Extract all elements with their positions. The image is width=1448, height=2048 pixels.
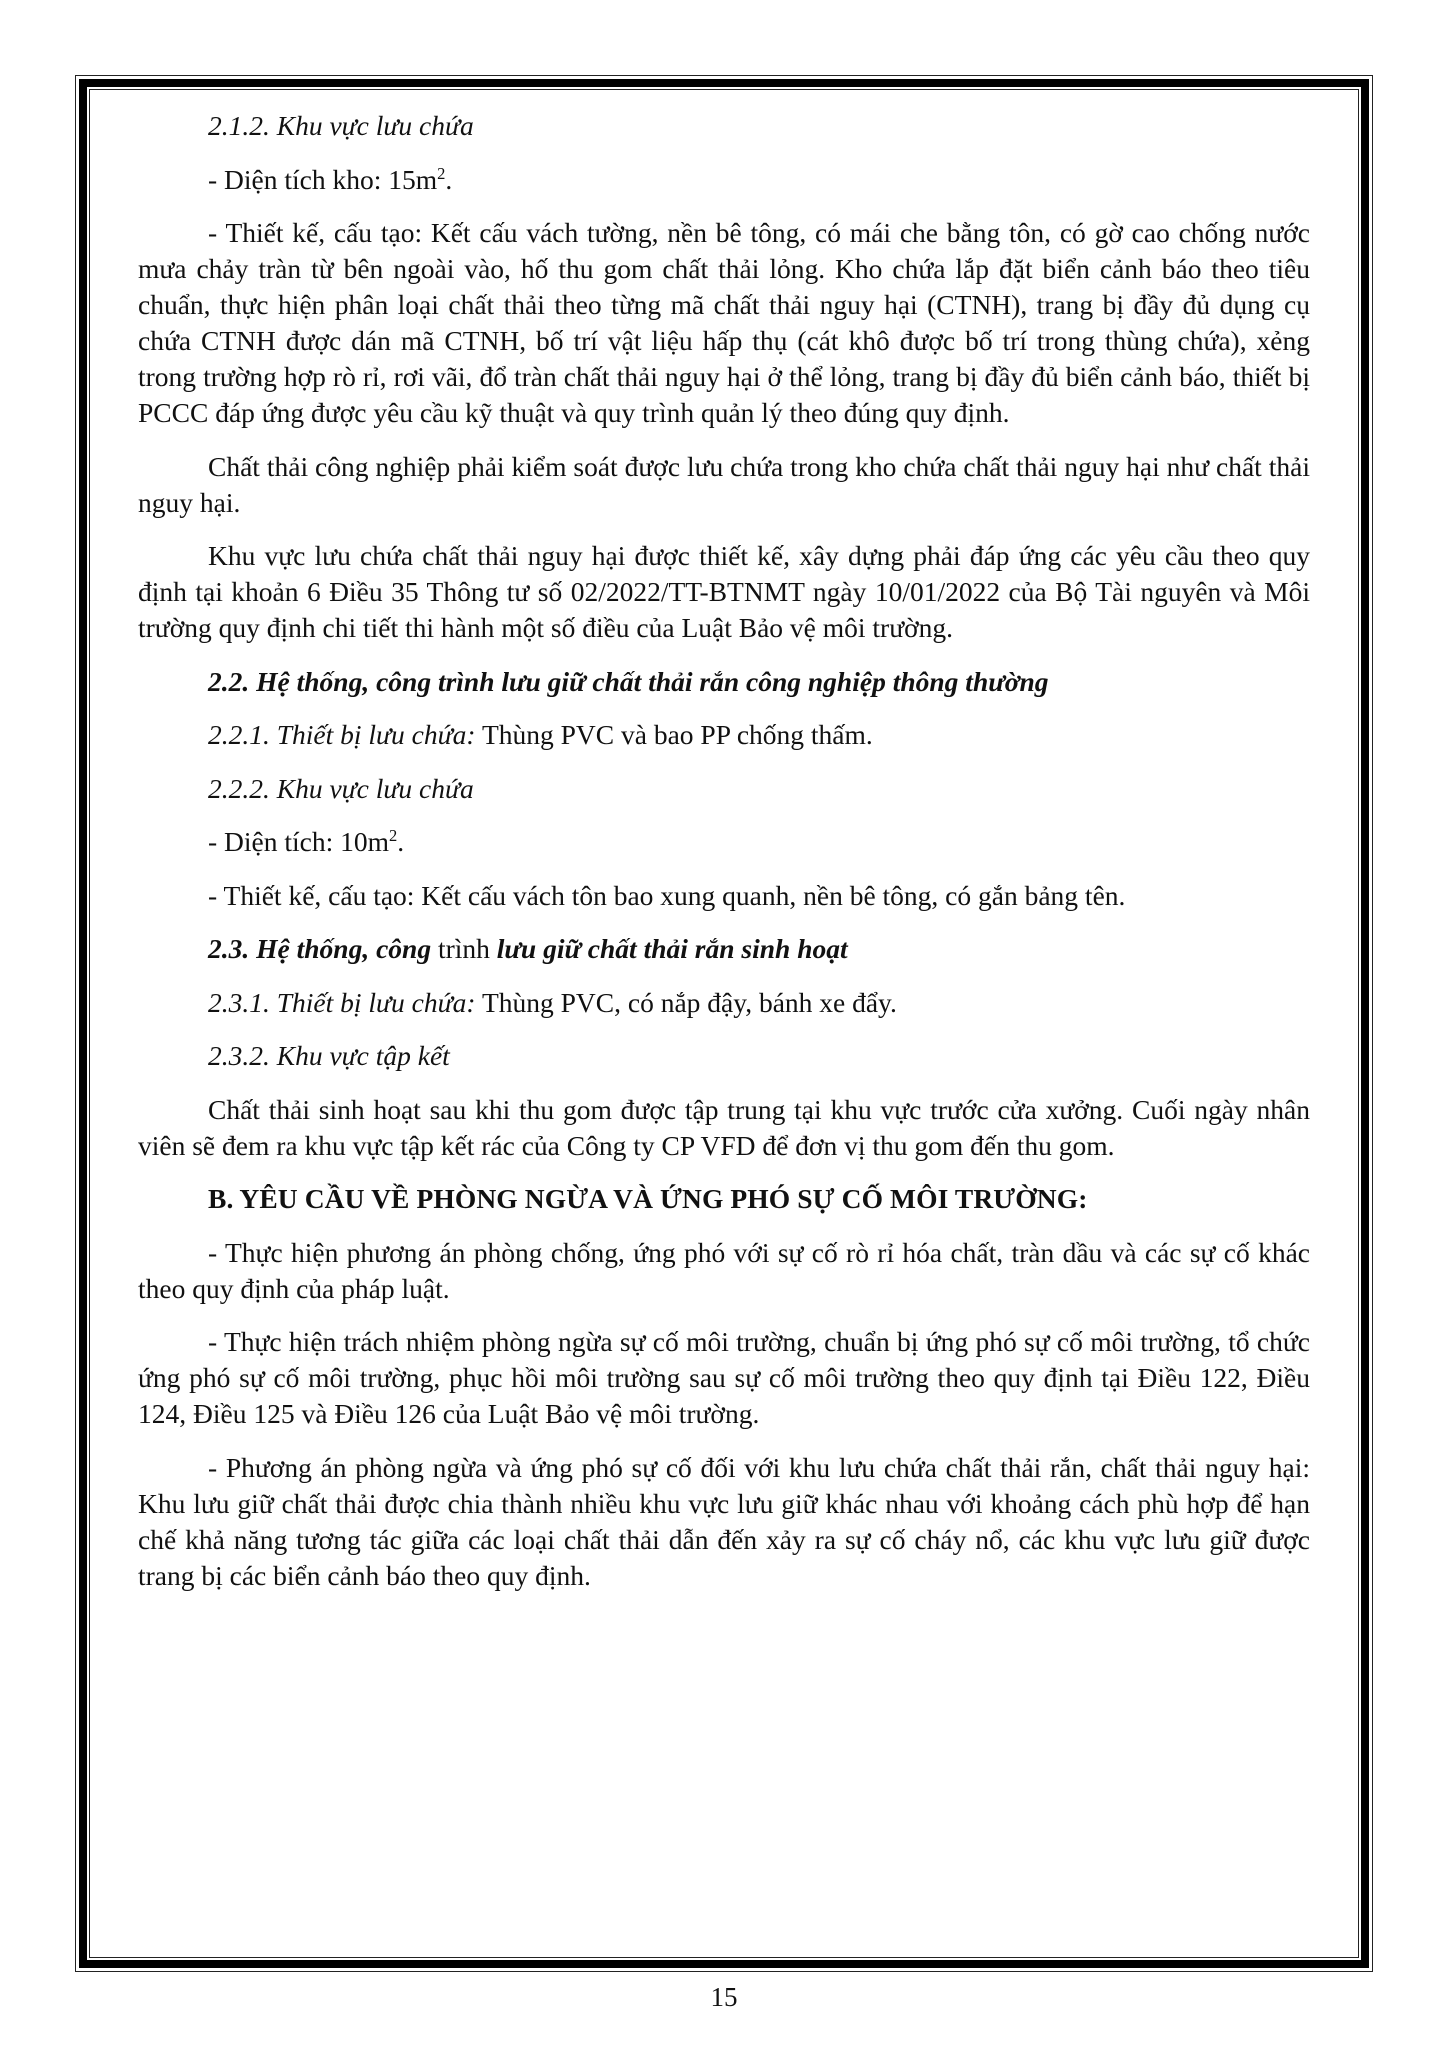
- storage-design-paragraph: - Thiết kế, cấu tạo: Kết cấu vách tường, nền bê tông, có mái che bằng tôn, có gờ cao chống nước mưa chảy tràn từ bên ngoài vào, hố thu gom chất thải lỏng. Kho chứa lắp đặt biển cảnh báo theo tiêu chuẩn, thực hiện phân loại chất thải theo từng mã chất thải nguy hại (CTNH), trang bị đầy đủ dụng cụ chứa CTNH được dán mã CTNH, bố trí vật liệu hấp thụ (cát khô được bố trí trong thùng chứa), xẻng trong trường hợp rò rỉ, rơi vãi, đổ tràn chất thải nguy hại ở thể lỏng, trang bị đầy đủ biển cảnh báo, thiết bị PCCC đáp ứng được yêu cầu kỹ thuật và quy trình quản lý theo đúng quy định.: [138, 217, 1310, 428]
- equipment-value: Thùng PVC và bao PP chống thấm.: [475, 719, 873, 750]
- section-b-item: - Thực hiện trách nhiệm phòng ngừa sự cố môi trường, chuẩn bị ứng phó sự cố môi trường, tổ chức ứng phó sự cố môi trường, phục hồi môi trường sau sự cố môi trường theo quy định tại Điều 122, Điều 124, Điều 125 và Điều 126 của Luật Bảo vệ môi trường.: [138, 1326, 1310, 1429]
- area-text: - Diện tích kho: 15m: [208, 163, 438, 195]
- gathering-paragraph: Chất thải sinh hoạt sau khi thu gom được tập trung tại khu vực trước cửa xưởng. Cuối ngày nhân viên sẽ đem ra khu vực tập kết rác của Công ty CP VFD để đơn vị thu gom đến thu gom.: [138, 1093, 1310, 1161]
- storage-area-size: [138, 162, 1310, 198]
- design-2-2-2: - Thiết kế, cấu tạo: Kết cấu vách tôn bao xung quanh, nền bê tông, có gắn bảng tên.: [208, 879, 1126, 911]
- page-number: 15: [710, 1982, 738, 2012]
- heading-2-3-part1: 2.3. Hệ thống, công: [208, 933, 432, 964]
- area-size-2-2-2: [138, 824, 1310, 860]
- equipment-2-3-1: [138, 985, 1310, 1021]
- section-b-item: - Phương án phòng ngừa và ứng phó sự cố đối với khu lưu chứa chất thải rắn, chất thải nguy hại: Khu lưu giữ chất thải được chia thành nhiều khu vực lưu giữ khác nhau với khoảng cách phù hợp để hạn chế khả năng tương tác giữa các loại chất thải dẫn đến xảy ra sự cố cháy nổ, các khu vực lưu giữ được trang bị các biển cảnh báo theo quy định.: [138, 1451, 1310, 1591]
- equipment-label: 2.3.1. Thiết bị lưu chứa:: [208, 986, 476, 1018]
- heading-2-3-2: 2.3.2. Khu vực tập kết: [208, 1040, 450, 1071]
- regulation-paragraph: Khu vực lưu chứa chất thải nguy hại được thiết kế, xây dựng phải đáp ứng các yêu cầu theo quy định tại khoản 6 Điều 35 Thông tư số 02/2022/TT-BTNMT ngày 10/01/2022 của Bộ Tài nguyên và Môi trường quy định chi tiết thi hành một số điều của Luật Bảo vệ môi trường.: [138, 540, 1310, 643]
- area-text: - Diện tích: 10m: [208, 826, 390, 857]
- heading-2-1-2: 2.1.2. Khu vực lưu chứa: [208, 110, 474, 141]
- heading-section-b: B. YÊU CẦU VỀ PHÒNG NGỪA VÀ ỨNG PHÓ SỰ CỐ MÔI TRƯỜNG:: [208, 1183, 1088, 1214]
- heading-2-3-part2: trình: [431, 933, 497, 964]
- heading-2-3-part3: lưu giữ chất thải rắn sinh hoạt: [496, 933, 848, 964]
- section-b-item: - Thực hiện phương án phòng chống, ứng phó với sự cố rò rỉ hóa chất, tràn dầu và các sự cố khác theo quy định của pháp luật.: [138, 1236, 1310, 1304]
- area-suffix: .: [445, 163, 453, 195]
- heading-2-2-2: 2.2.2. Khu vực lưu chứa: [208, 772, 474, 804]
- page-content: [138, 108, 1310, 1611]
- area-suffix: .: [397, 826, 405, 857]
- area-superscript: 2: [389, 825, 398, 845]
- equipment-label: 2.2.1. Thiết bị lưu chứa:: [208, 719, 476, 750]
- heading-2-3: [138, 931, 1310, 967]
- area-superscript: 2: [437, 163, 446, 183]
- heading-2-2: 2.2. Hệ thống, công trình lưu giữ chất thải rắn công nghiệp thông thường: [208, 665, 1049, 697]
- equipment-2-2-1: [138, 717, 1310, 753]
- industrial-waste-paragraph: Chất thải công nghiệp phải kiểm soát được lưu chứa trong kho chứa chất thải nguy hại như chất thải nguy hại.: [138, 450, 1310, 518]
- equipment-value: Thùng PVC, có nắp đậy, bánh xe đẩy.: [475, 986, 897, 1018]
